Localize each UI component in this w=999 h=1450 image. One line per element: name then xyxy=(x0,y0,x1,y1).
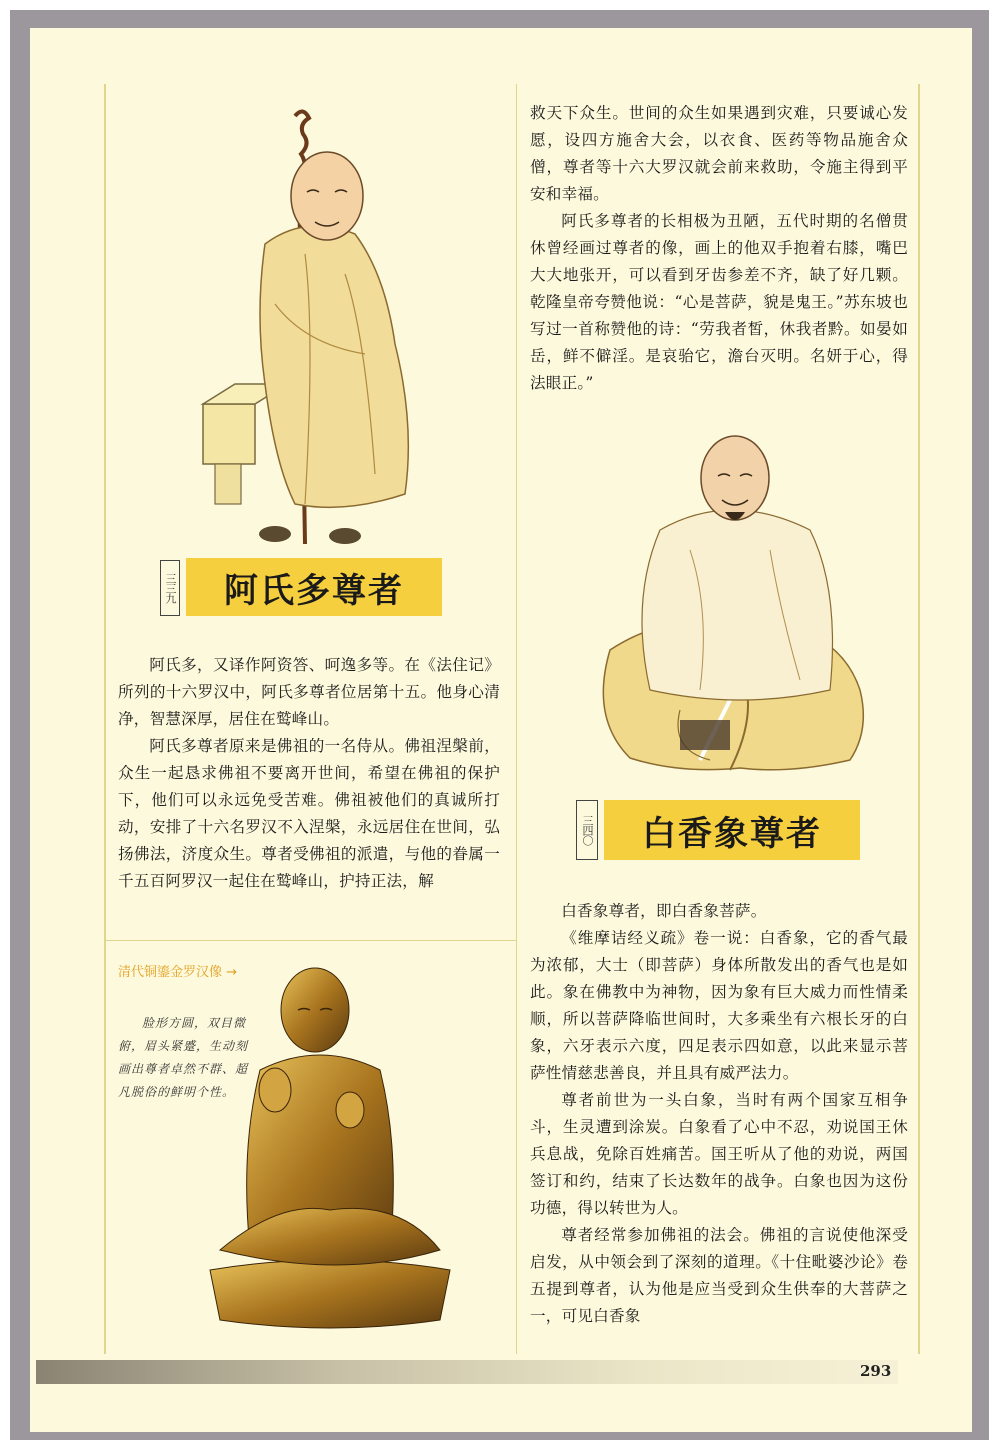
right-text-top xyxy=(530,100,908,397)
figure-number-text: 三四〇 xyxy=(581,815,594,845)
right-paragraph-6: 尊者经常参加佛祖的法会。佛祖的言说使他深受启发，从中领会到了深刻的道理。《十住毗婆沙论》卷五提到尊者，认为他是应当受到众生供奉的大菩萨之一，可见白香象 xyxy=(530,1226,908,1325)
white-elephant-illustration xyxy=(590,420,880,790)
figure-number-text: 三三九 xyxy=(164,573,177,603)
bronze-statue-image xyxy=(200,950,460,1340)
left-paragraph-1: 阿氏多，又译作阿资答、呵逸多等。在《法住记》所列的十六罗汉中，阿氏多尊者位居第十五。他身心清净，智慧深厚，居住在鹫峰山。 xyxy=(118,656,500,728)
right-text-bottom xyxy=(530,898,908,1330)
statue-caption-title: 清代铜鎏金罗汉像 → xyxy=(118,965,238,980)
left-margin-line xyxy=(104,84,106,1354)
statue-caption-text: 脸形方圆，双目微俯，眉头紧蹙，生动刻画出尊者卓然不群、超凡脱俗的鲜明个性。 xyxy=(118,1016,249,1099)
right-paragraph-3: 白香象尊者，即白香象菩萨。 xyxy=(561,902,767,920)
ajita-illustration xyxy=(195,104,455,554)
column-divider xyxy=(516,84,517,1354)
right-margin-line xyxy=(918,84,920,1354)
title-box-ajita xyxy=(186,558,442,616)
right-paragraph-4: 《维摩诘经义疏》卷一说：白香象，它的香气最为浓郁，大士（即菩萨）身体所散发出的香气也是如此。象在佛教中为神物，因为象有巨大威力而性情柔顺，所以菩萨降临世间时，大多乘坐有六根长牙的白象，六牙表示六度，四足表示四如意，以此来显示菩萨性情慈悲善良，并且具有威严法力。 xyxy=(530,929,908,1082)
footer-bar xyxy=(36,1360,898,1384)
title-ajita: 阿氏多尊者 xyxy=(224,570,404,611)
title-white-elephant: 白香象尊者 xyxy=(642,813,822,854)
left-text-column xyxy=(118,652,500,895)
figure-number-left xyxy=(160,560,180,616)
page-number: 293 xyxy=(860,1362,892,1380)
caption-divider xyxy=(106,940,516,941)
title-box-white-elephant xyxy=(604,800,860,860)
right-paragraph-5: 尊者前世为一头白象，当时有两个国家互相争斗，生灵遭到涂炭。白象看了心中不忍，劝说国王休兵息战，免除百姓痛苦。国王听从了他的劝说，两国签订和约，结束了长达数年的战争。白象也因为这份功德，得以转世为人。 xyxy=(530,1091,908,1217)
right-paragraph-1: 救天下众生。世间的众生如果遇到灾难，只要诚心发愿，设四方施舍大会，以衣食、医药等物品施舍众僧，尊者等十六大罗汉就会前来救助，令施主得到平安和幸福。 xyxy=(530,104,908,203)
left-paragraph-2: 阿氏多尊者原来是佛祖的一名侍从。佛祖涅槃前，众生一起恳求佛祖不要离开世间，希望在佛祖的保护下，他们可以永远免受苦难。佛祖被他们的真诚所打动，安排了十六名罗汉不入涅槃，永远居住在世间，弘扬佛法，济度众生。尊者受佛祖的派遣，与他的眷属一千五百阿罗汉一起住在鹫峰山，护持正法，解 xyxy=(118,737,500,890)
right-paragraph-2: 阿氏多尊者的长相极为丑陋，五代时期的名僧贯休曾经画过尊者的像，画上的他双手抱着右膝，嘴巴大大地张开，可以看到牙齿参差不齐，缺了好几颗。乾隆皇帝夸赞他说：“心是菩萨，貌是鬼王。”苏东坡也写过一首称赞他的诗：“劳我者皙，休我者黔。如晏如岳，鲜不僻淫。是哀骀它，澹台灭明。名妍于心，得法眼正。” xyxy=(530,212,908,392)
figure-number-right xyxy=(576,800,598,860)
